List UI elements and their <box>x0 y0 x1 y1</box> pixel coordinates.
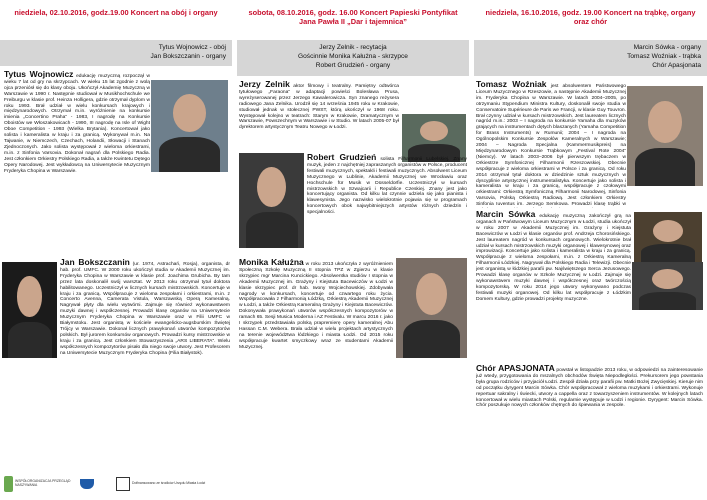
marcin-sowka-photo <box>634 212 702 264</box>
sponsor-logos <box>0 473 232 495</box>
jerzy-name: Jerzy Zelnik <box>239 80 290 89</box>
concert-2-header: sobota, 08.10.2016, godz. 16.00 Koncert Papieski Pontyfikat Jana Pawła II „Dar i tajemnica” <box>248 8 458 26</box>
concert-1-performers-box <box>0 40 232 66</box>
tomasz-bio-block <box>476 80 626 208</box>
cooperation-logo-text: WSPÓŁORGANIZACJA PRZEGLĄD NASZYWANIA <box>15 479 71 487</box>
marcin-bio-block <box>476 210 631 360</box>
robert-bio-block <box>307 153 467 251</box>
boat-icon <box>80 479 94 489</box>
tytus-name: Tytus Wojnowicz <box>4 70 74 79</box>
robert-bio: solista Filharmonii Lubelskiej. Znany muzyk, jeden z najchętniej zapraszanych organistów w Polsce, producent festiwali muzycznych, spektakli i festiwali muzycznych. Absolwent Liceum Muzycznego w Lublinie, Akademii Muzycznej we Wrocławiu oraz Hochschule für Musik w Düsseldorfie. Uczestniczył w kursach mistrzowskich w Szwajcarii i Republice Czeskiej. Znany jest jako koncertujący organista. Od kilku lat czynnie udziela się jako pianista i klawesynista. Jego nazwisko wielokrotnie pojawia się w programach koncertowych obok najwybitniejszych artystów różnych dziedzin i specjalności. <box>307 157 467 216</box>
monika-bio-block <box>239 258 393 468</box>
jan-bokszczanin-photo <box>2 262 57 358</box>
performer-line: Marcin Sówka - organy <box>633 44 701 51</box>
funding-emblem-icon <box>116 477 130 491</box>
tytus-wojnowicz-photo <box>151 80 228 172</box>
jan-name: Jan Bokszczanin <box>60 258 130 267</box>
concert-column-2 <box>237 0 469 500</box>
choir-name: Chór APASJONATA <box>476 364 555 373</box>
concert-1-header: niedziela, 02.10.2016, godz.19.00 Koncert na obój i organy <box>14 8 218 17</box>
concert-2-performers-box <box>237 40 469 76</box>
tomasz-wozniak-photo <box>627 86 703 186</box>
marcin-name: Marcin Sówka <box>476 210 536 219</box>
monika-kaluzna-photo <box>396 258 467 358</box>
performer-line: Chór Apasjonata <box>652 62 701 69</box>
jan-bio: (ur. 1974, Astrachań, Rosja), organista, dr hab. prof. UMFC. W 2000 roku ukończył studia w Akademii Muzycznej im. Fryderyka Chopina w Warszawie w klasie prof. Joachima Grubicha. By tam przez lata doskonalił swój warsztat. W 2013 roku otrzymał tytuł doktora habilitowanego. Uczestniczył w licznych kursach mistrzowskich. Koncertuje w kraju i za granicą. Współpracuje z wieloma zespołami i orkiestrami, m.in. z Concerto Avenna, Camerata Vistula, Warszawską Operą Kameralną. Nagrywał płyty dla wielu wytwórni. Zajmuje się również wykonawstwem muzyki dawnej i współczesnej. Prowadzi klasę organów na Uniwersytecie Muzycznym Fryderyka Chopina w Warszawie oraz w Filii UMFC w Białymstoku. Jest organistą w kościele ewangelicko-augsburskim Świętej Trójcy w Warszawie. Dokonał licznych prawykonań utworów kompozytorów polskich. Był jurorem konkursów organowych. Prowadzi kursy mistrzowskie w kraju i za granicą. Jest członkiem Stowarzyszenia „ARS LIBERATA”. Wielu współczesnych kompozytorów pisało dla niego swoje utwory. Jest Profesorem na Uniwersytecie Muzycznym Fryderyka Chopina (Filia Białystok). <box>60 262 230 356</box>
tomasz-bio: jest absolwentem Państwowego Liceum Muzycznego w Rzeszowie, a następnie Akademii Muzycznej im. Fryderyka Chopina w Warszawie. W latach 2004–2005, po otrzymaniu Stypendium Ministra Kultury, doskonalił swoje studia w Conservatoire Supérieure de Paris we Francji, w klasie Guy Touvron. Brał czynny udział w kursach mistrzowskich. Jest laureatem licznych nagród m.in.: 2003 – I nagroda na konkursie Yamaha dla muzyków grających na instrumentach dętych blaszanych (Yamaha Competition for Brass Instruments) w Rumunii; 2004 – I nagroda na Ogólnopolskim Konkursie Zespołów Kameralnych w Warszawie; 2004 – Nagroda Specjalna (Kammermusikpreis) na Międzynarodowym Konkursie Trąbkowym „Festival Rote 2004” (Niemcy). W latach 2003–2006 był pierwszym trębaczem w Orkiestrze Symfonicznej Filharmonii Rzeszowskiej. Obecnie współpracuje z wieloma orkiestrami w Polsce i za granicą. Od roku 2014 otrzymał tytuł doktora w dziedzinie sztuk muzycznych w dyscyplinie artystycznej instrumentalistyka. Koncertuje jako solista i kameralista w kraju i za granicą, współpracuje z czołowymi orkiestrami: Orkiestrą Symfoniczną Filharmonii Narodowej, Sinfonia Varsovia, Polską Orkiestrą Radiową. Jest członkiem Orkiestry Sinfonia Iuventus im. Jerzego Semkowa. Prowadzi klasę trąbki w <box>476 84 626 208</box>
marcin-bio: edukację muzyczną zakończył grą na organach w Państwowym Liceum Muzycznym w Łodzi, studia ukończył w roku 2007 w Akademii Muzycznej im. Grażyny i Kiejstuta Bacewiczów w Łodzi w klasie organów prof. Andrzeja Chorosińskiego. Jest laureatem nagród w konkursach organowych. Wielokrotnie brał udział w kursach mistrzowskich muzyki organowej i klawesynowej oraz improwizacji. Koncertuje jako solista i kameralista w kraju i za granicą. Współpracuje z wieloma zespołami, m.in. z Orkiestrą Kameralną Filharmonii Łódzkiej. Nagrywał dla Polskiego Radia i Telewizji. Obecnie jest organistą w łódzkiej parafii pw. Najświętszego Serca Jezusowego. Prowadzi klasę organów w Szkole Muzycznej w Łodzi. Zajmuje się wykonawstwem muzyki dawnej i współczesnej oraz twórczością kompozytorską. W roku 2014 jego utwory wykonywano podczas festiwali muzyki organowej. Od kilku lat współpracuje z Łódzkim Domem Kultury, gdzie prowadzi projekty muzyczne. <box>476 214 631 302</box>
tomasz-name: Tomasz Woźniak <box>476 80 547 89</box>
boat-logo <box>80 473 110 495</box>
robert-grudzien-photo <box>239 153 304 248</box>
robert-name: Robert Grudzień <box>307 153 377 162</box>
jerzy-bio-block <box>239 80 399 152</box>
concert-column-3 <box>474 0 707 500</box>
emblem-icon <box>4 476 13 492</box>
funding-logo <box>116 473 228 495</box>
choir-bio-block <box>476 364 703 494</box>
concert-3-performers-box <box>474 40 707 76</box>
performer-line: Robert Grudzień - organy <box>315 62 391 69</box>
performer-line: Jerzy Zelnik - recytacja <box>319 44 387 51</box>
monika-bio: w roku 2013 ukończyła z wyróżnieniem Społeczną Szkołę Muzyczną II stopnia TPZ w Zgierzu w klasie skrzypiec mgr Marcina Kuncickiego. Absolwentka studiów I stopnia w Akademii Muzycznej im. Grażyny i Kiejstuta Bacewiczów w Łodzi w klasie skrzypiec prof. dr hab. Iwony Wojciechowskiej. Zdobywała nagrody w konkursach, koncertuje od czwartego roku życia. Współpracowała z Filharmonią Łódzką, Orkiestrą Akademii Muzycznej w Łodzi, a także Orkiestrą Kameralną Grażyny i Kiejstuta Bacewiczów. Dokonywała prawykonań utworów współczesnych kompozytorów w ramach 65. Sesji Musica Moderna i AZ Festivalu. W marcu 2016 r. jako I skrzypek przedstawiała polską prapremierę opery kameralnej Abu Hassan C.M. Webera. Brała udział w wielu projektach artystycznych na terenie województwa łódzkiego i miasta Łodzi. Od 2015 roku współpracuje kwartet smyczkowy wraz ze studentami Akademii Muzycznej. <box>239 262 393 350</box>
performer-line: Tytus Wojnowicz - obój <box>158 44 226 51</box>
cooperation-logo <box>4 473 74 495</box>
monika-name: Monika Kałużna <box>239 258 304 267</box>
choir-apasjonata-photo <box>632 262 703 310</box>
concert-3-header: niedziela, 16.10.2016, godz. 19.00 Koncert na trąbkę, organy oraz chór <box>485 8 696 26</box>
concert-column-1 <box>0 0 232 500</box>
choir-bio: powstał w listopadzie 2013 roku, w odpowiedzi na zainteresowanie już wtedy, przygotowania do mszalnych obchodów Święta Niepodległości. Prekursorem jego powstania była grupa rodziców i przyjaciół Łodzi. Zespół działa przy parafii pw. Matki Bożej Zwycięskiej. Kieruje nim od początku dyrygent Marcin Sówka. Chór współpracował z wieloma muzykami i orkiestrami. Wykonuje repertuar sakralny i świecki, utwory a cappella oraz z towarzyszeniem instrumentów. W kolejnych latach koncertował w wielu miastach Polski, regularnie występuje w Łodzi i regionie. Dyrygent: Marcin Sówka. Chór poszukuje nowych członków chętnych do śpiewania w zespole. <box>476 368 703 409</box>
tytus-bio: edukację muzyczną rozpoczął w wieku 7 lat od gry na skrzypcach. W wieku 15 lat zgodnie z wolą ojca przeniósł się do klasy oboju. Ukończył Akademię Muzyczną w Warszawie w 1990 r. Następnie studiował w Musikhochschule we Freiburgu w klasie prof. Heinza Holligera, gdzie otrzymał dyplom w roku 1993. Brał udział w wielu konkursach krajowych i międzynarodowych. Otrzymał m.in. wyróżnienie na konkursie imienia „Concertino Praha” - 1983, I nagrodę na Konkursie Oboistów we Włoszakowicach - 1990, III nagrodę na Isle of Wight Oboe Competition - 1993 (Wielka Brytania). Koncertował jako solista i kameralista w kraju i za granicą. Wykonywał m.in. Na Tajwanie, w Niemczech, Czechach, Holandii, Słowacji i Stanach Zjednoczonych. Jako solista występował z wieloma orkiestrami, m.in. z Sinfonia Varsovia. Dokonał nagrań dla Polskiego Radia. Jest członkiem Orkiestry Polskiego Radia, a także Kwintetu Dętego Opery Narodowej. Jest wykładowcą na Uniwersytecie Muzycznym Fryderyka Chopina w Warszawie. <box>4 74 150 174</box>
jan-bio-block <box>60 258 230 468</box>
tytus-bio-block <box>4 70 150 260</box>
funding-logo-text: Dofinansowano ze środków Urzędu Miasta Łodzi <box>132 481 206 486</box>
performer-line: Tomasz Woźniak - trąbka <box>627 53 701 60</box>
jerzy-bio: aktor filmowy i teatralny. Pamiętny odtwórca tytułowego „Faraona” w adaptacji powieści Bolesława Prusa, wyreżyserowanej przez Jerzego Kawalerowicza. Syn znanego reżysera radiowego Jana Zelnika. Urodził się 14 września 1945 roku w Krakowie, studiował jednak w stołecznej PWST, którą ukończył w 1968 roku. Występował kolejno w teatrach: Starym w Krakowie, Dramatycznym w Warszawie, Powszechnym w Warszawie i w Studio. W latach 2005-07 był dyrektorem artystycznym Teatru Nowego w Łodzi. <box>239 84 399 131</box>
performer-line: Jan Bokszczanin - organy <box>150 53 226 60</box>
performer-line: Gościnnie Monika Kałużna - skrzypce <box>298 53 408 60</box>
